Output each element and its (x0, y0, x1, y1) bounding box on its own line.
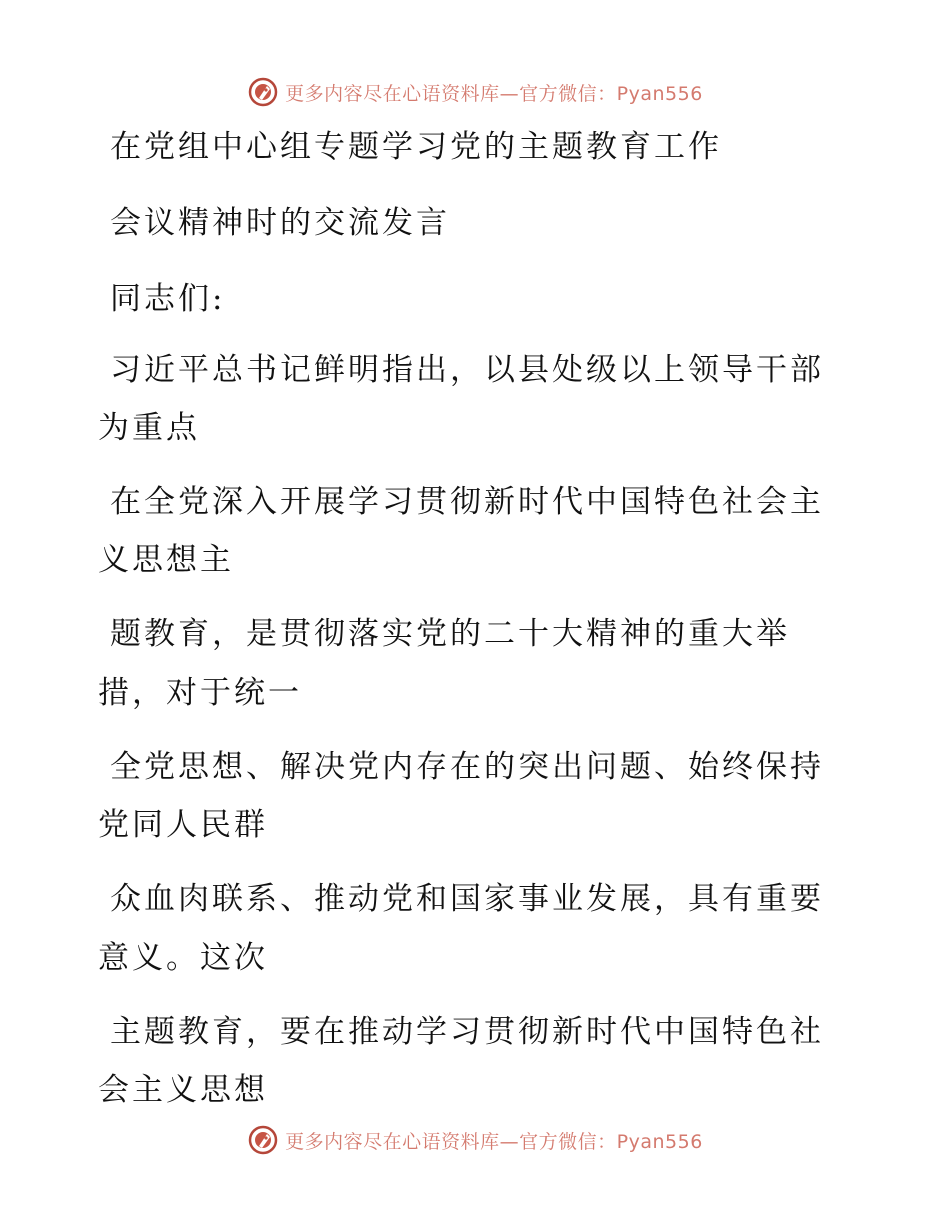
watermark-text: 更多内容尽在心语资料库—官方微信：Pyan556 (285, 82, 703, 105)
header-watermark (0, 72, 950, 112)
paragraph-line: 在全党深入开展学习贯彻新时代中国特色社会主 (110, 484, 824, 520)
paragraph-line: 义思想主 (98, 542, 234, 578)
paragraph-line: 党同人民群 (98, 807, 268, 843)
document-salutation: 同志们: (110, 281, 226, 317)
paragraph-line: 为重点 (98, 410, 200, 446)
pen-nib-logo-icon (247, 76, 279, 108)
paragraph-line: 习近平总书记鲜明指出，以县处级以上领导干部 (110, 352, 824, 388)
footer-watermark (0, 1120, 950, 1160)
paragraph-line: 意义。这次 (98, 940, 268, 976)
document-title-line-2: 会议精神时的交流发言 (110, 205, 450, 241)
paragraph-line: 主题教育，要在推动学习贯彻新时代中国特色社 (110, 1014, 824, 1050)
paragraph-line: 会主义思想 (98, 1072, 268, 1108)
paragraph-line: 全党思想、解决党内存在的突出问题、始终保持 (110, 749, 824, 785)
paragraph-line: 措，对于统一 (98, 675, 302, 711)
watermark-text: 更多内容尽在心语资料库—官方微信：Pyan556 (285, 1130, 703, 1153)
pen-nib-logo-icon (247, 1124, 279, 1156)
document-title-line-1: 在党组中心组专题学习党的主题教育工作 (110, 129, 722, 165)
paragraph-line: 众血肉联系、推动党和国家事业发展，具有重要 (110, 881, 824, 917)
paragraph-line: 题教育，是贯彻落实党的二十大精神的重大举 (110, 616, 790, 652)
